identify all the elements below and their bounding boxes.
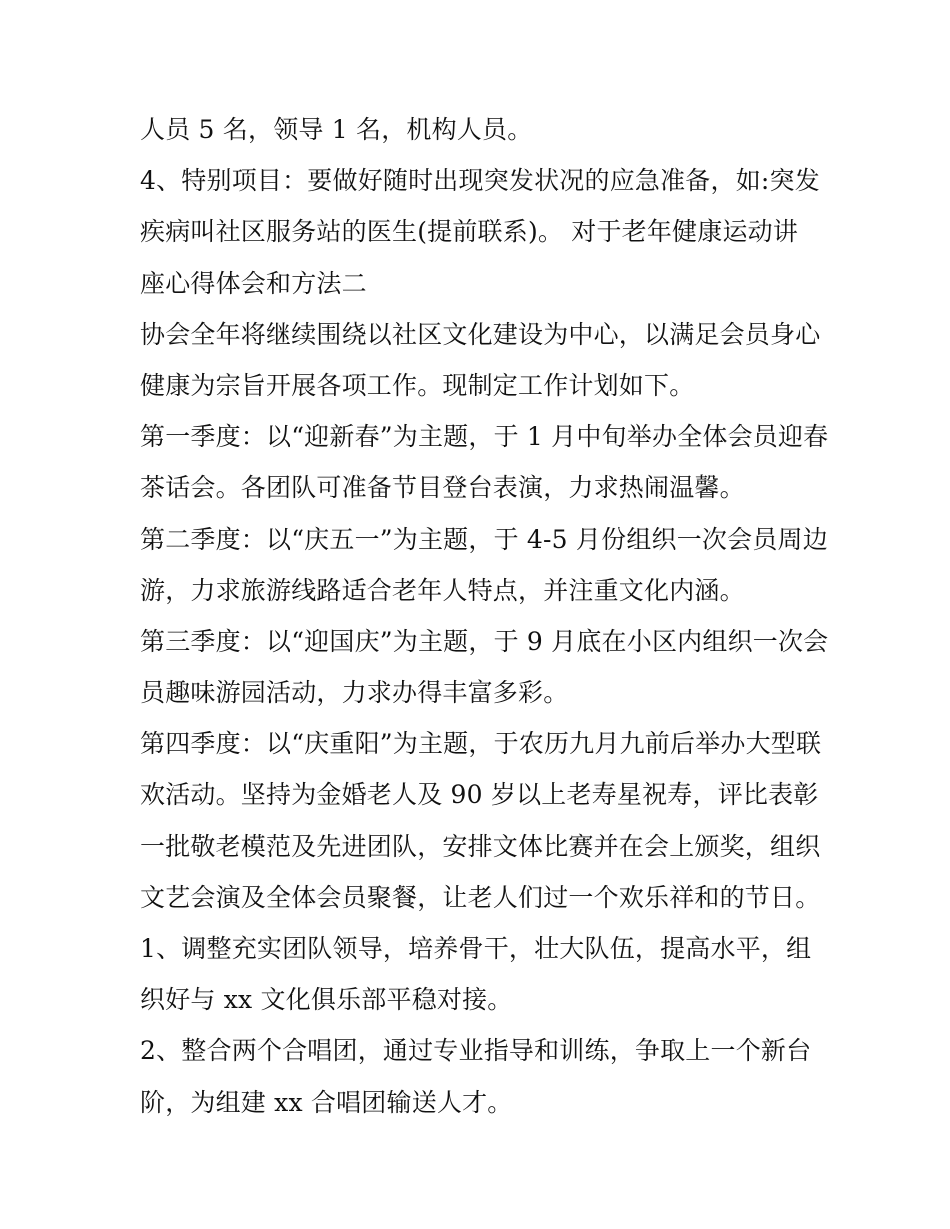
document-body bbox=[140, 104, 830, 1128]
text-line: 人员 5 名，领导 1 名，机构人员。 bbox=[140, 115, 533, 144]
text-line: 一批敬老模范及先进团队，安排文体比赛并在会上颁奖，组织 bbox=[140, 831, 821, 861]
text-line: 第三季度：以“迎国庆”为主题，于 9 月底在小区内组织一次会 bbox=[140, 626, 829, 656]
text-line: 2、整合两个合唱团，通过专业指导和训练，争取上一个新台 bbox=[140, 1036, 812, 1066]
text-line: 第二季度：以“庆五一”为主题，于 4-5 月份组织一次会员周边 bbox=[140, 524, 828, 554]
text-line: 员趣味游园活动，力求办得丰富多彩。 bbox=[140, 678, 569, 708]
text-line: 文艺会演及全体会员聚餐，让老人们过一个欢乐祥和的节日。 bbox=[140, 882, 821, 912]
text-line: 健康为宗旨开展各项工作。现制定工作计划如下。 bbox=[140, 370, 695, 400]
text-line: 茶话会。各团队可准备节目登台表演，力求热闹温馨。 bbox=[140, 473, 745, 503]
text-line: 织好与 xx 文化俱乐部平稳对接。 bbox=[140, 985, 513, 1015]
text-line: 第四季度：以“庆重阳”为主题，于农历九月九前后举办大型联 bbox=[140, 729, 822, 759]
text-line: 游，力求旅游线路适合老年人特点，并注重文化内涵。 bbox=[140, 575, 745, 605]
text-line: 第一季度：以“迎新春”为主题，于 1 月中旬举办全体会员迎春 bbox=[140, 422, 829, 452]
text-line: 协会全年将继续围绕以社区文化建设为中心，以满足会员身心 bbox=[140, 319, 821, 349]
text-line: 疾病叫社区服务站的医生(提前联系)。 对于老年健康运动讲 bbox=[140, 217, 799, 247]
text-line: 1、调整充实团队领导，培养骨干，壮大队伍，提高水平，组 bbox=[140, 934, 812, 963]
text-line: 座心得体会和方法二 bbox=[140, 268, 367, 298]
text-line: 阶，为组建 xx 合唱团输送人才。 bbox=[140, 1087, 513, 1117]
text-line: 欢活动。坚持为金婚老人及 90 岁以上老寿星祝寿，评比表彰 bbox=[140, 780, 819, 810]
text-line: 4、特别项目：要做好随时出现突发状况的应急准备，如:突发 bbox=[140, 166, 820, 196]
